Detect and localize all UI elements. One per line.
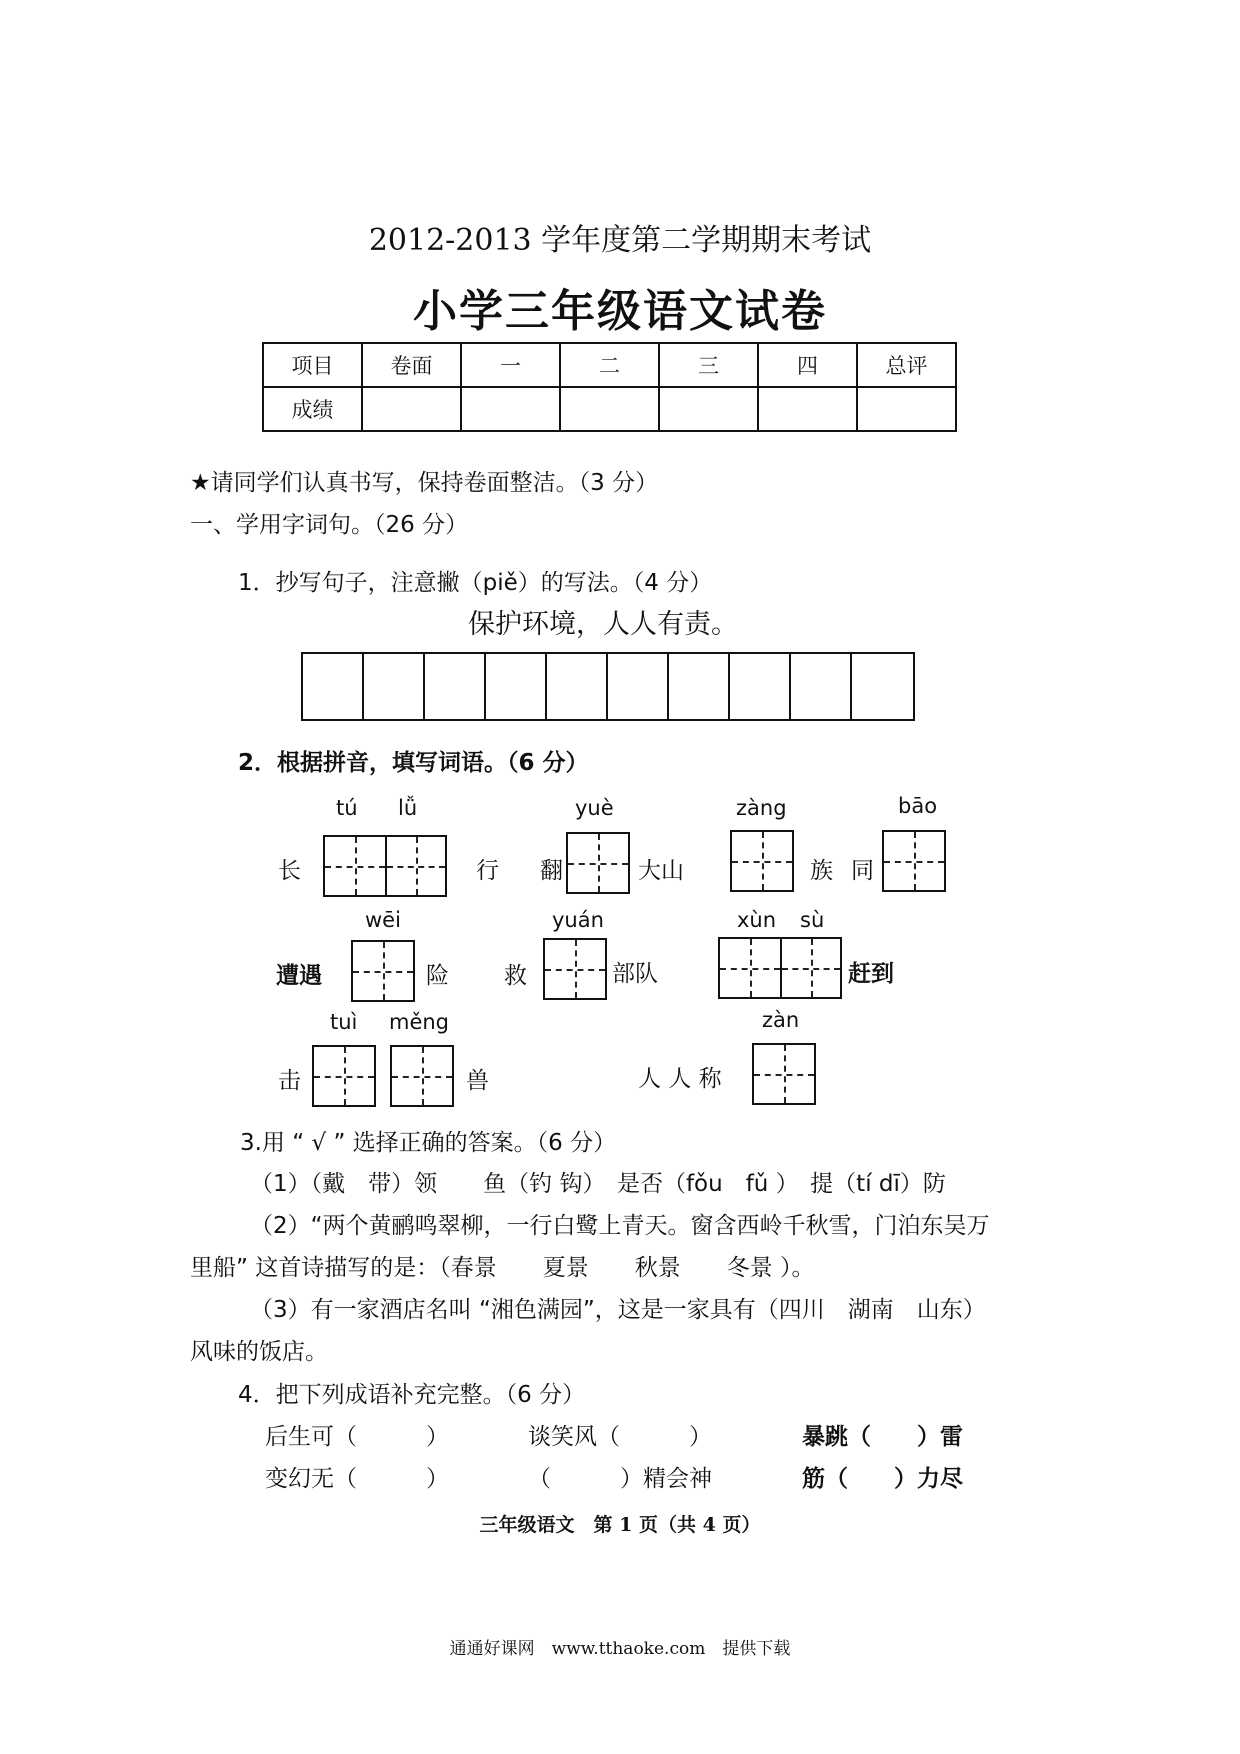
score-head-cell: 三 [659,343,758,387]
tian-grid [730,830,794,892]
idiom-item: 暴跳（ ）雷 [802,1424,963,1450]
pinyin-label: tuì [330,1010,358,1034]
idiom-item: 谈笑风（ ） [528,1424,712,1450]
word-char: 险 [426,963,449,989]
copy-grid [301,652,915,721]
pinyin-label: tú [336,796,358,820]
copy-box[interactable] [730,654,791,719]
score-cell [758,387,857,431]
tian-grid [351,940,415,1002]
idiom-item: （ ）精会神 [528,1466,712,1492]
exam-subtitle: 小学三年级语文试卷 [413,286,827,337]
tian-cell[interactable] [568,834,628,892]
score-cell [560,387,659,431]
tian-cell[interactable] [720,939,780,997]
idiom-item: 变幻无（ ） [265,1466,449,1492]
score-head-cell: 四 [758,343,857,387]
copy-box[interactable] [303,654,364,719]
tian-cell[interactable] [385,837,445,895]
q2-title: 2．根据拼音，填写词语。（6 分） [238,750,589,776]
copy-box[interactable] [425,654,486,719]
tian-grid [566,832,630,894]
copy-box[interactable] [547,654,608,719]
score-table-head-row [263,343,956,387]
word-char: 部队 [612,961,658,987]
idiom-item: 筋（ ）力尽 [802,1466,963,1492]
copy-box[interactable] [364,654,425,719]
q4-title: 4．把下列成语补充完整。（6 分） [238,1382,586,1408]
tian-cell[interactable] [754,1045,814,1103]
score-cell [461,387,560,431]
score-head-cell: 总评 [857,343,956,387]
pinyin-label: yuán [552,908,604,932]
tian-grid [312,1045,376,1107]
word-char: 大山 [638,858,684,884]
score-cell [659,387,758,431]
pinyin-label: bāo [898,794,938,818]
pinyin-label: měng [389,1010,450,1034]
copy-box[interactable] [669,654,730,719]
word-char: 长 [278,858,301,884]
tian-cell[interactable] [545,940,605,998]
pinyin-label: lǚ [398,796,418,820]
word-char: 赶到 [848,961,894,987]
score-head-cell: 卷面 [362,343,461,387]
pinyin-label: zàn [762,1008,800,1032]
idiom-item: 后生可（ ） [265,1424,449,1450]
tian-grid [752,1043,816,1105]
exam-title: 2012-2013 学年度第二学期期末考试 [368,223,872,258]
score-cell [362,387,461,431]
tian-cell[interactable] [314,1047,374,1105]
copy-box[interactable] [852,654,913,719]
word-char: 击 [278,1068,301,1094]
notice: ★请同学们认真书写，保持卷面整洁。（3 分） [190,470,659,496]
score-head-cell: 二 [560,343,659,387]
q3-line: （1）（戴 带）领 鱼（钓 钩） 是否（fǒu fǔ ） 提（tí dī）防 [250,1171,946,1197]
tian-grid [718,937,842,999]
download-credit: 通通好课网 www.tthaoke.com 提供下载 [449,1639,791,1659]
q3-line: （2）“两个黄鹂鸣翠柳，一行白鹭上青天。窗含西岭千秋雪，门泊东吴万 [250,1213,990,1239]
score-head-cell: 项目 [263,343,362,387]
tian-cell[interactable] [392,1047,452,1105]
tian-grid [323,835,447,897]
word-char: 族 [810,858,833,884]
section-title: 一、学用字词句。（26 分） [190,512,469,538]
word-char: 遭遇 [276,963,322,989]
tian-cell[interactable] [884,832,944,890]
pinyin-label: sù [800,908,825,932]
copy-box[interactable] [791,654,852,719]
pinyin-label: wēi [365,908,401,932]
page-footer: 三年级语文 第 1 页（共 4 页） [479,1514,761,1536]
tian-cell[interactable] [353,942,413,1000]
q3-title: 3.用 “ √ ” 选择正确的答案。（6 分） [240,1130,617,1156]
q1-sentence: 保护环境，人人有责。 [468,609,738,640]
tian-grid [390,1045,454,1107]
tian-cell[interactable] [780,939,840,997]
pinyin-label: yuè [575,796,614,820]
copy-box[interactable] [608,654,669,719]
word-char: 救 [504,963,527,989]
copy-box[interactable] [486,654,547,719]
q3-line: 风味的饭店。 [190,1339,328,1365]
q3-line: （3）有一家酒店名叫 “湘色满园”，这是一家具有（四川 湖南 山东） [250,1297,986,1323]
score-table-score-row [263,387,956,431]
word-char: 人 人 称 [638,1066,722,1092]
score-head-cell: 一 [461,343,560,387]
tian-cell[interactable] [732,832,792,890]
word-char: 行 [476,858,499,884]
pinyin-label: zàng [736,796,787,820]
pinyin-label: xùn [737,908,777,932]
q3-line: 里船” 这首诗描写的是：（春景 夏景 秋景 冬景 ）。 [190,1255,815,1281]
score-row-label: 成绩 [263,387,362,431]
word-char: 同 [851,858,874,884]
tian-grid [882,830,946,892]
q1-title: 1．抄写句子，注意撇（piě）的写法。（4 分） [238,570,713,596]
tian-cell[interactable] [325,837,385,895]
score-cell [857,387,956,431]
word-char: 翻 [540,858,563,884]
score-table [262,342,957,432]
tian-grid [543,938,607,1000]
word-char: 兽 [466,1068,489,1094]
